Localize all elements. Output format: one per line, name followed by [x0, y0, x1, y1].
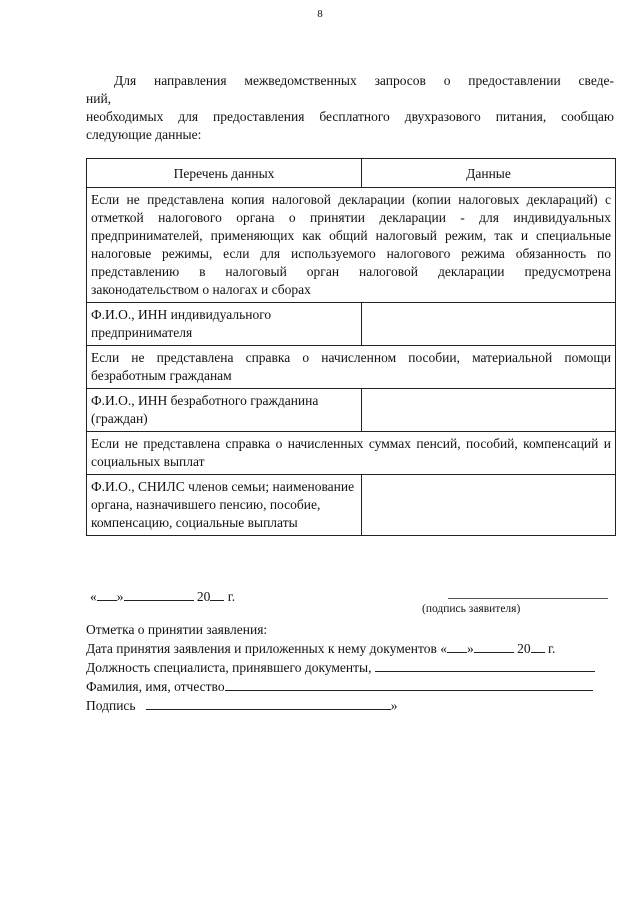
acceptance-signature-label: Подпись [86, 698, 136, 713]
year-suffix: г. [227, 589, 236, 604]
table-row [87, 432, 616, 475]
application-date [90, 588, 235, 605]
table-row [87, 475, 616, 536]
acceptance-section [86, 620, 616, 715]
acceptance-position-row [86, 658, 616, 677]
month-field[interactable] [124, 588, 194, 601]
applicant-signature-caption: (подпись заявителя) [422, 603, 521, 615]
acceptance-name-row [86, 677, 616, 696]
year-field[interactable] [210, 588, 224, 601]
applicant-signature-line[interactable] [448, 598, 608, 599]
year-prefix: 20 [196, 589, 211, 604]
acceptance-position-field[interactable] [375, 659, 595, 672]
acceptance-heading: Отметка о принятии заявления: [86, 622, 268, 637]
field-label-family: Ф.И.О., СНИЛС членов семьи; наименование органа, назначившего пенсию, пособие, компенсацию, социальные выплаты [87, 475, 362, 536]
condition-tax-declaration: Если не представлена копия налоговой декларации (копии налоговых деклараций) с отметкой налогового органа о принятии декларации - для индивидуальных предпринимателей, применяющих как общий налоговый режим, так и специальные налоговые режимы, если для используемого налогового режима обязанность по представлению в налоговый орган налоговой декларации предусмотрена законодательством о налогах и сборах [87, 188, 616, 303]
intro-line: необходимых для предоставления бесплатного двухразового питания, сообщаю [86, 109, 614, 124]
page-number: 8 [317, 8, 323, 20]
intro-line: следующие данные: [86, 127, 202, 142]
table-row [87, 188, 616, 303]
table-row [87, 303, 616, 346]
acceptance-name-field[interactable] [225, 678, 593, 691]
acceptance-year-field[interactable] [531, 640, 545, 653]
acceptance-signature-close: » [390, 698, 398, 713]
field-value-unemployed[interactable] [362, 389, 616, 432]
intro-line: Для направления межведомственных запросов о предоставлении сведе- [114, 73, 614, 88]
header-data-list: Перечень данных [87, 159, 362, 188]
table-row [87, 346, 616, 389]
acceptance-name-label: Фамилия, имя, отчество [86, 679, 225, 694]
acceptance-date-row [86, 639, 616, 658]
acceptance-date-label: Дата принятия заявления и приложенных к нему документов « [86, 641, 447, 656]
date-open-quote: « [90, 589, 97, 604]
acceptance-position-label: Должность специалиста, принявшего документы, [86, 660, 372, 675]
acceptance-date-close: » [466, 641, 474, 656]
day-field[interactable] [97, 588, 117, 601]
acceptance-month-field[interactable] [474, 640, 514, 653]
table-row [87, 389, 616, 432]
data-table [86, 158, 616, 536]
field-value-entrepreneur[interactable] [362, 303, 616, 346]
intro-line: ний, [86, 91, 112, 106]
intro-paragraph [86, 72, 614, 144]
field-label-unemployed: Ф.И.О., ИНН безработного гражданина (граждан) [87, 389, 362, 432]
date-close-quote: » [116, 589, 124, 604]
condition-unemployment-benefit: Если не представлена справка о начисленном пособии, материальной помощи безработным гражданам [87, 346, 616, 389]
acceptance-year-suffix: г. [547, 641, 556, 656]
acceptance-signature-row [86, 696, 616, 715]
field-value-family[interactable] [362, 475, 616, 536]
table-header-row [87, 159, 616, 188]
condition-pensions: Если не представлена справка о начисленных суммах пенсий, пособий, компенсаций и социальных выплат [87, 432, 616, 475]
header-data-values: Данные [362, 159, 616, 188]
acceptance-day-field[interactable] [447, 640, 467, 653]
acceptance-year-prefix: 20 [517, 641, 531, 656]
field-label-entrepreneur: Ф.И.О., ИНН индивидуального предпринимателя [87, 303, 362, 346]
acceptance-signature-field[interactable] [146, 697, 391, 710]
